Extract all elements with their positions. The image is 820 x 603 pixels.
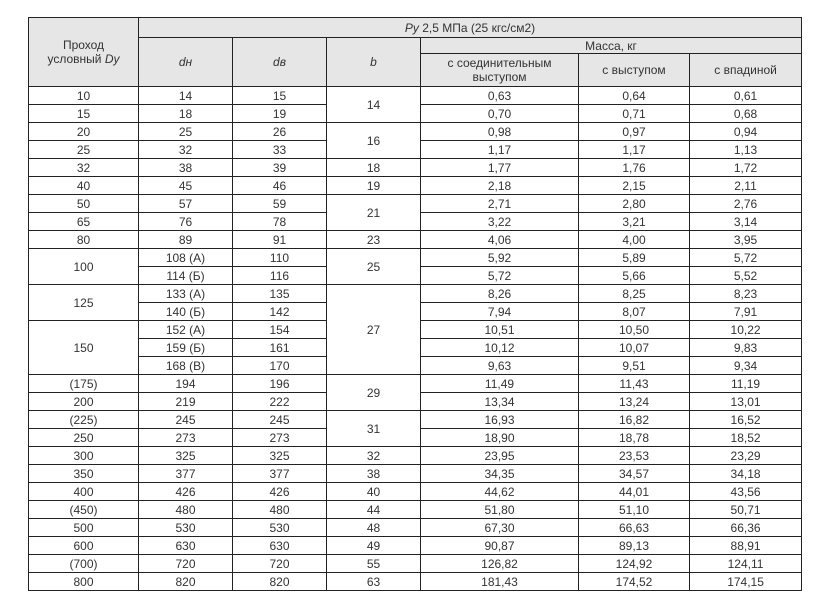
flange-mass-table bbox=[28, 17, 802, 591]
cell-m2: 9,51 bbox=[579, 357, 690, 375]
cell-b: 44 bbox=[327, 501, 421, 519]
cell-dv: 39 bbox=[233, 159, 327, 177]
cell-dy: (225) bbox=[29, 411, 139, 429]
cell-m2: 8,25 bbox=[579, 285, 690, 303]
cell-dv: 222 bbox=[233, 393, 327, 411]
cell-m3: 124,11 bbox=[690, 555, 802, 573]
cell-dv: 630 bbox=[233, 537, 327, 555]
cell-m3: 2,11 bbox=[690, 177, 802, 195]
cell-dn: 38 bbox=[139, 159, 233, 177]
cell-m1: 5,92 bbox=[421, 249, 579, 267]
cell-dy: 32 bbox=[29, 159, 139, 177]
cell-dy: (175) bbox=[29, 375, 139, 393]
cell-dy: 250 bbox=[29, 429, 139, 447]
cell-m3: 3,14 bbox=[690, 213, 802, 231]
cell-dv: 15 bbox=[233, 87, 327, 105]
cell-m2: 5,89 bbox=[579, 249, 690, 267]
header-mass-raised-face: с соединительным выступом bbox=[421, 54, 579, 87]
cell-m1: 126,82 bbox=[421, 555, 579, 573]
cell-m2: 2,80 bbox=[579, 195, 690, 213]
cell-m2: 44,01 bbox=[579, 483, 690, 501]
cell-m1: 0,98 bbox=[421, 123, 579, 141]
cell-dn: 377 bbox=[139, 465, 233, 483]
cell-dv: 46 bbox=[233, 177, 327, 195]
cell-dy: 400 bbox=[29, 483, 139, 501]
cell-b: 31 bbox=[327, 411, 421, 447]
cell-b: 29 bbox=[327, 375, 421, 411]
cell-b: 40 bbox=[327, 483, 421, 501]
cell-m3: 18,52 bbox=[690, 429, 802, 447]
cell-dn: 140 (Б) bbox=[139, 303, 233, 321]
cell-m2: 2,15 bbox=[579, 177, 690, 195]
cell-m3: 1,72 bbox=[690, 159, 802, 177]
cell-dv: 196 bbox=[233, 375, 327, 393]
table-row bbox=[29, 483, 802, 501]
table-row bbox=[29, 231, 802, 249]
cell-dv: 110 bbox=[233, 249, 327, 267]
cell-b: 23 bbox=[327, 231, 421, 249]
cell-dy: 300 bbox=[29, 447, 139, 465]
cell-dn: 219 bbox=[139, 393, 233, 411]
cell-m1: 5,72 bbox=[421, 267, 579, 285]
cell-m3: 5,52 bbox=[690, 267, 802, 285]
cell-dy: 350 bbox=[29, 465, 139, 483]
cell-m1: 1,77 bbox=[421, 159, 579, 177]
cell-dy: 65 bbox=[29, 213, 139, 231]
cell-dn: 630 bbox=[139, 537, 233, 555]
cell-m2: 174,52 bbox=[579, 573, 690, 591]
cell-m2: 51,10 bbox=[579, 501, 690, 519]
cell-dy: 200 bbox=[29, 393, 139, 411]
cell-m2: 89,13 bbox=[579, 537, 690, 555]
cell-m1: 10,12 bbox=[421, 339, 579, 357]
cell-b: 38 bbox=[327, 465, 421, 483]
cell-dn: 45 bbox=[139, 177, 233, 195]
table-row bbox=[29, 555, 802, 573]
cell-m1: 13,34 bbox=[421, 393, 579, 411]
header-dy: Проход условный Dy bbox=[29, 18, 139, 87]
cell-dv: 135 bbox=[233, 285, 327, 303]
table-row bbox=[29, 159, 802, 177]
cell-dy: 15 bbox=[29, 105, 139, 123]
cell-m1: 10,51 bbox=[421, 321, 579, 339]
cell-dy: 50 bbox=[29, 195, 139, 213]
cell-m3: 11,19 bbox=[690, 375, 802, 393]
cell-m2: 124,92 bbox=[579, 555, 690, 573]
cell-dy: (450) bbox=[29, 501, 139, 519]
cell-dy: 150 bbox=[29, 321, 139, 375]
cell-dv: 59 bbox=[233, 195, 327, 213]
cell-m1: 34,35 bbox=[421, 465, 579, 483]
cell-dv: 26 bbox=[233, 123, 327, 141]
cell-dv: 245 bbox=[233, 411, 327, 429]
cell-m3: 3,95 bbox=[690, 231, 802, 249]
cell-dn: 14 bbox=[139, 87, 233, 105]
cell-dn: 273 bbox=[139, 429, 233, 447]
cell-dn: 820 bbox=[139, 573, 233, 591]
cell-m2: 8,07 bbox=[579, 303, 690, 321]
header-pressure: Py 2,5 МПа (25 кгс/см2) bbox=[139, 18, 802, 38]
cell-dy: (700) bbox=[29, 555, 139, 573]
header-mass-male: с выступом bbox=[579, 54, 690, 87]
cell-b: 16 bbox=[327, 123, 421, 159]
cell-dv: 820 bbox=[233, 573, 327, 591]
cell-m2: 11,43 bbox=[579, 375, 690, 393]
cell-m2: 13,24 bbox=[579, 393, 690, 411]
cell-m1: 1,17 bbox=[421, 141, 579, 159]
cell-b: 49 bbox=[327, 537, 421, 555]
cell-m1: 0,70 bbox=[421, 105, 579, 123]
cell-m1: 2,18 bbox=[421, 177, 579, 195]
cell-m3: 13,01 bbox=[690, 393, 802, 411]
table-header bbox=[29, 18, 802, 87]
cell-dy: 800 bbox=[29, 573, 139, 591]
cell-b: 14 bbox=[327, 87, 421, 123]
header-dn: dн bbox=[139, 38, 233, 87]
cell-m3: 5,72 bbox=[690, 249, 802, 267]
table-body bbox=[29, 87, 802, 591]
cell-m1: 16,93 bbox=[421, 411, 579, 429]
cell-dv: 78 bbox=[233, 213, 327, 231]
cell-m2: 1,17 bbox=[579, 141, 690, 159]
table-row bbox=[29, 375, 802, 393]
cell-dy: 10 bbox=[29, 87, 139, 105]
cell-dn: 57 bbox=[139, 195, 233, 213]
cell-m1: 51,80 bbox=[421, 501, 579, 519]
cell-dv: 170 bbox=[233, 357, 327, 375]
cell-dn: 720 bbox=[139, 555, 233, 573]
cell-m3: 9,83 bbox=[690, 339, 802, 357]
cell-dn: 133 (А) bbox=[139, 285, 233, 303]
cell-dn: 108 (А) bbox=[139, 249, 233, 267]
table-row bbox=[29, 447, 802, 465]
cell-dv: 91 bbox=[233, 231, 327, 249]
table-row bbox=[29, 519, 802, 537]
cell-m1: 181,43 bbox=[421, 573, 579, 591]
cell-m3: 66,36 bbox=[690, 519, 802, 537]
cell-m2: 0,64 bbox=[579, 87, 690, 105]
cell-m1: 44,62 bbox=[421, 483, 579, 501]
table-row bbox=[29, 411, 802, 429]
table-row bbox=[29, 285, 802, 303]
cell-m2: 1,76 bbox=[579, 159, 690, 177]
cell-dy: 40 bbox=[29, 177, 139, 195]
table-row bbox=[29, 573, 802, 591]
cell-m3: 16,52 bbox=[690, 411, 802, 429]
cell-m2: 66,63 bbox=[579, 519, 690, 537]
header-mass: Масса, кг bbox=[421, 38, 802, 54]
cell-b: 48 bbox=[327, 519, 421, 537]
cell-m3: 1,13 bbox=[690, 141, 802, 159]
cell-b: 63 bbox=[327, 573, 421, 591]
header-mass-female: с впадиной bbox=[690, 54, 802, 87]
cell-m1: 0,63 bbox=[421, 87, 579, 105]
cell-dy: 20 bbox=[29, 123, 139, 141]
cell-m2: 34,57 bbox=[579, 465, 690, 483]
cell-dn: 325 bbox=[139, 447, 233, 465]
cell-m3: 0,68 bbox=[690, 105, 802, 123]
table-row bbox=[29, 537, 802, 555]
header-b: b bbox=[327, 38, 421, 87]
cell-b: 25 bbox=[327, 249, 421, 285]
cell-dy: 25 bbox=[29, 141, 139, 159]
cell-m2: 16,82 bbox=[579, 411, 690, 429]
cell-dv: 142 bbox=[233, 303, 327, 321]
cell-m3: 23,29 bbox=[690, 447, 802, 465]
cell-dn: 530 bbox=[139, 519, 233, 537]
cell-m2: 3,21 bbox=[579, 213, 690, 231]
cell-m2: 10,50 bbox=[579, 321, 690, 339]
cell-m2: 18,78 bbox=[579, 429, 690, 447]
table-row bbox=[29, 249, 802, 267]
table-row bbox=[29, 195, 802, 213]
cell-m1: 9,63 bbox=[421, 357, 579, 375]
cell-m3: 174,15 bbox=[690, 573, 802, 591]
cell-m3: 50,71 bbox=[690, 501, 802, 519]
cell-dn: 152 (А) bbox=[139, 321, 233, 339]
cell-dn: 114 (Б) bbox=[139, 267, 233, 285]
cell-dv: 325 bbox=[233, 447, 327, 465]
cell-dv: 426 bbox=[233, 483, 327, 501]
cell-m3: 8,23 bbox=[690, 285, 802, 303]
cell-dn: 25 bbox=[139, 123, 233, 141]
table-row bbox=[29, 501, 802, 519]
cell-m1: 11,49 bbox=[421, 375, 579, 393]
cell-m3: 2,76 bbox=[690, 195, 802, 213]
cell-m3: 34,18 bbox=[690, 465, 802, 483]
cell-m3: 7,91 bbox=[690, 303, 802, 321]
cell-dn: 245 bbox=[139, 411, 233, 429]
cell-dv: 154 bbox=[233, 321, 327, 339]
cell-dv: 116 bbox=[233, 267, 327, 285]
cell-dn: 18 bbox=[139, 105, 233, 123]
cell-m1: 2,71 bbox=[421, 195, 579, 213]
cell-dn: 159 (Б) bbox=[139, 339, 233, 357]
cell-dy: 500 bbox=[29, 519, 139, 537]
cell-m3: 10,22 bbox=[690, 321, 802, 339]
table-row bbox=[29, 87, 802, 105]
cell-m1: 18,90 bbox=[421, 429, 579, 447]
cell-dy: 100 bbox=[29, 249, 139, 285]
cell-m3: 43,56 bbox=[690, 483, 802, 501]
cell-m2: 23,53 bbox=[579, 447, 690, 465]
cell-dv: 273 bbox=[233, 429, 327, 447]
table-row bbox=[29, 465, 802, 483]
cell-m3: 0,94 bbox=[690, 123, 802, 141]
cell-dv: 377 bbox=[233, 465, 327, 483]
cell-dn: 89 bbox=[139, 231, 233, 249]
cell-m2: 5,66 bbox=[579, 267, 690, 285]
cell-dv: 480 bbox=[233, 501, 327, 519]
cell-dn: 76 bbox=[139, 213, 233, 231]
table-row bbox=[29, 123, 802, 141]
cell-dn: 480 bbox=[139, 501, 233, 519]
cell-dy: 80 bbox=[29, 231, 139, 249]
cell-m2: 0,71 bbox=[579, 105, 690, 123]
cell-dv: 33 bbox=[233, 141, 327, 159]
cell-dv: 530 bbox=[233, 519, 327, 537]
header-dv: dв bbox=[233, 38, 327, 87]
cell-m1: 3,22 bbox=[421, 213, 579, 231]
cell-dv: 19 bbox=[233, 105, 327, 123]
table-row bbox=[29, 177, 802, 195]
cell-m2: 0,97 bbox=[579, 123, 690, 141]
cell-m2: 10,07 bbox=[579, 339, 690, 357]
cell-dn: 168 (В) bbox=[139, 357, 233, 375]
cell-dn: 32 bbox=[139, 141, 233, 159]
cell-m3: 9,34 bbox=[690, 357, 802, 375]
cell-m3: 0,61 bbox=[690, 87, 802, 105]
cell-dv: 720 bbox=[233, 555, 327, 573]
cell-b: 32 bbox=[327, 447, 421, 465]
cell-b: 21 bbox=[327, 195, 421, 231]
cell-m1: 67,30 bbox=[421, 519, 579, 537]
cell-dy: 600 bbox=[29, 537, 139, 555]
cell-b: 18 bbox=[327, 159, 421, 177]
cell-m1: 23,95 bbox=[421, 447, 579, 465]
cell-m2: 4,00 bbox=[579, 231, 690, 249]
cell-m1: 4,06 bbox=[421, 231, 579, 249]
cell-dv: 161 bbox=[233, 339, 327, 357]
cell-dy: 125 bbox=[29, 285, 139, 321]
cell-m1: 8,26 bbox=[421, 285, 579, 303]
cell-m3: 88,91 bbox=[690, 537, 802, 555]
cell-b: 55 bbox=[327, 555, 421, 573]
cell-b: 19 bbox=[327, 177, 421, 195]
cell-m1: 7,94 bbox=[421, 303, 579, 321]
cell-b: 27 bbox=[327, 285, 421, 375]
cell-dn: 426 bbox=[139, 483, 233, 501]
cell-m1: 90,87 bbox=[421, 537, 579, 555]
cell-dn: 194 bbox=[139, 375, 233, 393]
